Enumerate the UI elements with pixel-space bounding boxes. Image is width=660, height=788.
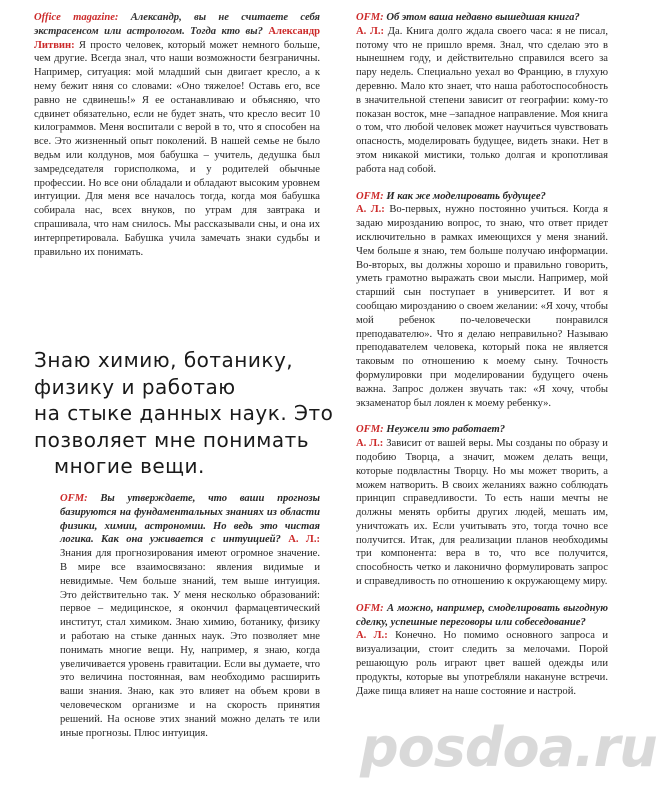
ofm-tag: OFM:: [356, 424, 384, 436]
answer-text: Конечно. Но помимо основного запроса и визуализации, стоит следить за мелочами. Порой решающую роль играют цвет вашей одежды или продукты, которые вы употребляли накануне встречи. Даже пища влияет на наше состояние и настрой.: [356, 630, 608, 697]
answer-text: Зависит от вашей веры. Мы созданы по образу и подобию Творца, а значит, можем делать вещи, которые подвластны Творцу. Но мы может творить, а можем натворить. В своих желаниях важно соблюдать принцип справедливости. То есть наши мечты не должны менять орбиты других людей, мешать им, уничтожать их. Если учитывать это, тогда точно все получится. Итак, для реализации планов необходимы три компонента: вера в то, что все получится, способность четко и лаконично формулировать запрос и справедливость по отношению к окружающему миру.: [356, 438, 608, 588]
pull-quote-line: Знаю химию, ботанику,: [34, 348, 294, 372]
pull-quote: [34, 347, 334, 480]
qa-block: [356, 190, 608, 411]
pull-quote-line: на стыке данных наук. Это: [34, 401, 334, 425]
qa-block: [356, 11, 608, 177]
question-text: Об этом ваша недавно вышедшая книга?: [386, 12, 580, 23]
speaker-initials: А. Л.:: [356, 25, 385, 37]
ofm-tag: OFM:: [356, 190, 384, 202]
speaker-initials: А. Л.:: [288, 534, 320, 546]
pull-quote-line: позволяет мне понимать: [34, 427, 310, 452]
speaker-name: Александр Литвин:: [34, 25, 320, 51]
question-text: Вы утверждаете, что ваши прогнозы базируются на фундаментальных знаниях из области физики, химии, астрономии. Но ведь это чистая логика. Как она уживается с интуицией?: [60, 493, 320, 546]
ofm-tag: OFM:: [60, 493, 88, 504]
magazine-tag: Office magazine:: [34, 12, 119, 23]
pull-quote-line: физику и работаю: [34, 374, 236, 399]
question-text: А можно, например, смоделировать выгодную сделку, успешные переговоры или собеседование?: [356, 602, 608, 628]
intro-block: [34, 11, 320, 259]
qa-block: [356, 602, 608, 699]
intro-question: Александр, вы не считаете себя экстрасенсом или астрологом. Тогда кто вы?: [34, 12, 320, 37]
qa-block: [356, 423, 608, 589]
qa-block-intuition: [60, 492, 320, 740]
answer-text: Знания для прогнозирования имеют огромное значение. В мире все взаимосвязано: явления видимые и невидимые. Чем больше знаний, тем выше интуиция. Это действительно так. У меня несколько образований: первое – медицинское, я окончил фармацевтический институт, стал химиком. Знаю химию, ботанику, физику и работаю на стыке данных наук. Это позволяет мне понимать многие вещи. Ну, например, я знаю, когда увеличивается уровень гравитации. Если вы думаете, что это величина постоянная, вам необходимо расширить ваши знания. Знаю, как это влияет на объем крови в человеческом организме и на скорость принятия решений. На основе этих знаний можно делать те или иные прогнозы. Плюс интуиция.: [60, 548, 320, 739]
speaker-initials: А. Л.:: [356, 204, 385, 216]
watermark: posdoa.ru: [360, 716, 657, 779]
question-text: Неужели это работает?: [386, 424, 506, 436]
answer-text: Во-первых, нужно постоянно учиться. Когда я задаю мирозданию вопрос, то знаю, что ответ придет исключительно в рамках имеющихся у меня знаний. Чем больше я знаю, тем больше получаю информации. Во-вторых, вы должны хорошо и правильно говорить, уметь грамотно выражать свои мысли. Например, мой старший сын поступает в университет. И вот я сообщаю мирозданию о своем желании: «Я хочу, чтобы мой ребенок по-человечески понравился преподавателю». Что я делаю неправильно? Называю преподавателем человека, который пока не является таковым по отношению к моему сыну. Точность формулировки при моделировании будущего очень важна. Запрос должен звучать так: «Я хочу, чтобы экзаменатор был лоялен к моему ребенку».: [356, 204, 608, 409]
ofm-tag: OFM:: [356, 12, 384, 23]
speaker-initials: А. Л.:: [356, 630, 388, 642]
pull-quote-line: многие вещи.: [54, 454, 205, 478]
intro-answer: Я просто человек, который может немного больше, чем другие. Всегда знал, что наши возможности безграничны. Например, ситуация: мой младший сын двигает кресло, а к нему бежит няня со словами: «Оно тяжелое! Оставь его, все равно не сдвинешь!» Я ее останавливаю и объясняю, что сдвинет обязательно, если не будет знать, что кресло весит 10 килограммов. Меня воспитали с верой в то, что я способен на все. Это жизненный опыт поколений. В нашей семье не было ведьм или колдунов, моя бабушка – учитель, дедушка был замредседателя горисполкома, и у родителей обычные профессии. Но все они обладали и обладают высоким уровнем интуиции. Для меня все началось тогда, когда моя бабушка собирала нас, всех внуков, по утрам для завтрака и спрашивала, что нам снилось. Мы рассказывали сны, и она их интерпретировала. Бабушка учила замечать знаки судьбы и правильно их понимать.: [34, 39, 320, 258]
right-column: [356, 11, 608, 711]
ofm-tag: OFM:: [356, 602, 384, 614]
speaker-initials: А. Л.:: [356, 438, 384, 450]
question-text: И как же моделировать будущее?: [386, 190, 546, 202]
answer-text: Да. Книга долго ждала своего часа: я не писал, потому что не пришло время. Знал, что сделаю это в нынешнем году, и действительно справился всего за пару недель. Специально уехал во Францию, в глухую деревню. Мало кто знает, что наша работоспособность в значительной степени зависит от географии: кому-то показан восток, мне –западное направление. Моя книга о том, что любой человек может научиться чувствовать опасность, моделировать будущее, видеть знаки. Нет в этом никакой мистики, только долгая и кропотливая работа над собой.: [356, 25, 608, 175]
